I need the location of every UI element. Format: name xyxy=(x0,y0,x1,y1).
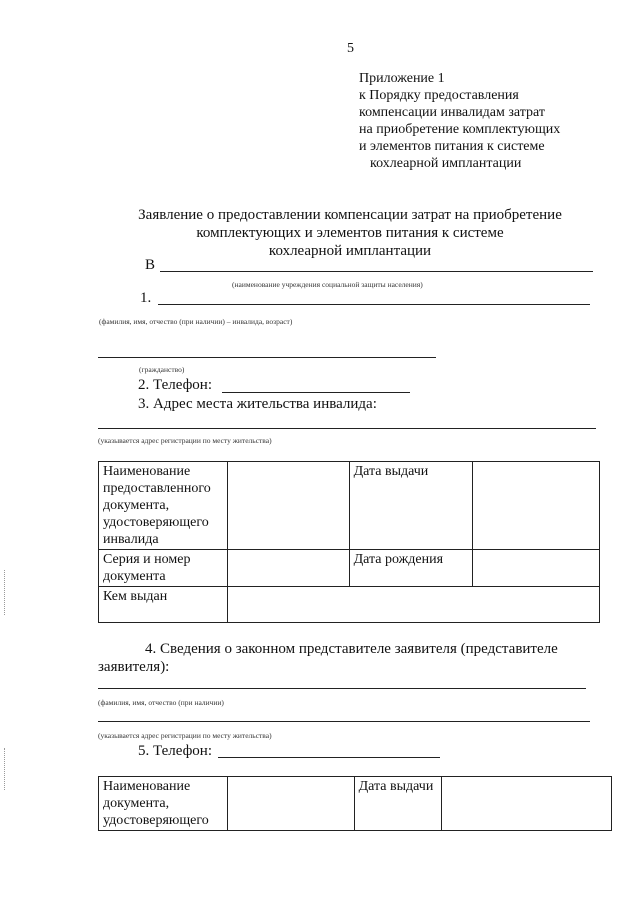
address-field[interactable] xyxy=(98,428,596,429)
representative-address-caption: (указывается адрес регистрации по месту жительства) xyxy=(98,731,272,740)
title-line: Заявление о предоставлении компенсации затрат на приобретение xyxy=(138,207,562,223)
series-label: Серия и номер документа xyxy=(99,550,228,587)
institution-field[interactable] xyxy=(160,271,593,272)
issued-by-value[interactable] xyxy=(227,587,599,623)
citizenship-field[interactable] xyxy=(98,357,436,358)
phone-label: 2. Телефон: xyxy=(138,377,212,393)
document-title xyxy=(100,206,600,260)
representative-text-line1: 4. Сведения о законном представителе заявителя (представителе xyxy=(145,641,558,657)
representative-phone-field[interactable] xyxy=(218,757,440,758)
representative-document-table xyxy=(98,776,612,831)
doc-name-label: Наименование предоставленного документа, удостоверяющего инвалида xyxy=(99,462,228,550)
to-label: В xyxy=(145,257,156,273)
rep-doc-name-value[interactable] xyxy=(227,777,354,831)
title-line: кохлеарной имплантации xyxy=(268,243,432,259)
address-label: 3. Адрес места жительства инвалида: xyxy=(138,396,377,412)
appendix-line: кохлеарной имплантации xyxy=(370,156,522,171)
representative-phone-label: 5. Телефон: xyxy=(138,743,212,759)
birth-date-value[interactable] xyxy=(473,550,600,587)
applicant-name-field[interactable] xyxy=(158,304,590,305)
representative-name-field[interactable] xyxy=(98,688,586,689)
appendix-line: к Порядку предоставления xyxy=(359,88,519,103)
issued-by-label: Кем выдан xyxy=(99,587,228,623)
rep-issue-date-label: Дата выдачи xyxy=(354,777,442,831)
birth-date-label: Дата рождения xyxy=(349,550,473,587)
item1-label: 1. xyxy=(140,290,152,306)
phone-field[interactable] xyxy=(222,392,410,393)
representative-address-field[interactable] xyxy=(98,721,590,722)
title-line: комплектующих и элементов питания к системе xyxy=(196,225,504,241)
page-number: 5 xyxy=(347,41,354,56)
rep-doc-name-label: Наименование документа, удостоверяющего xyxy=(99,777,228,831)
doc-name-value[interactable] xyxy=(227,462,349,550)
representative-text-line2: заявителя): xyxy=(98,659,170,675)
citizenship-caption: (гражданство) xyxy=(139,365,185,374)
margin-dots-bottom xyxy=(4,748,7,790)
applicant-document-table xyxy=(98,461,600,623)
series-value[interactable] xyxy=(227,550,349,587)
representative-name-caption: (фамилия, имя, отчество (при наличии) xyxy=(98,698,224,707)
issue-date-value[interactable] xyxy=(473,462,600,550)
issue-date-label: Дата выдачи xyxy=(349,462,473,550)
appendix-line: компенсации инвалидам затрат xyxy=(359,105,546,120)
institution-caption: (наименование учреждения социальной защиты населения) xyxy=(232,280,423,289)
appendix-line: Приложение 1 xyxy=(359,71,445,86)
appendix-line: и элементов питания к системе xyxy=(359,139,545,154)
appendix-line: на приобретение комплектующих xyxy=(359,122,561,137)
address-caption: (указывается адрес регистрации по месту жительства) xyxy=(98,436,272,445)
applicant-name-caption: (фамилия, имя, отчество (при наличии) – инвалида, возраст) xyxy=(99,317,293,326)
rep-issue-date-value[interactable] xyxy=(442,777,612,831)
margin-dots-top xyxy=(4,570,7,615)
appendix-block xyxy=(359,70,629,172)
